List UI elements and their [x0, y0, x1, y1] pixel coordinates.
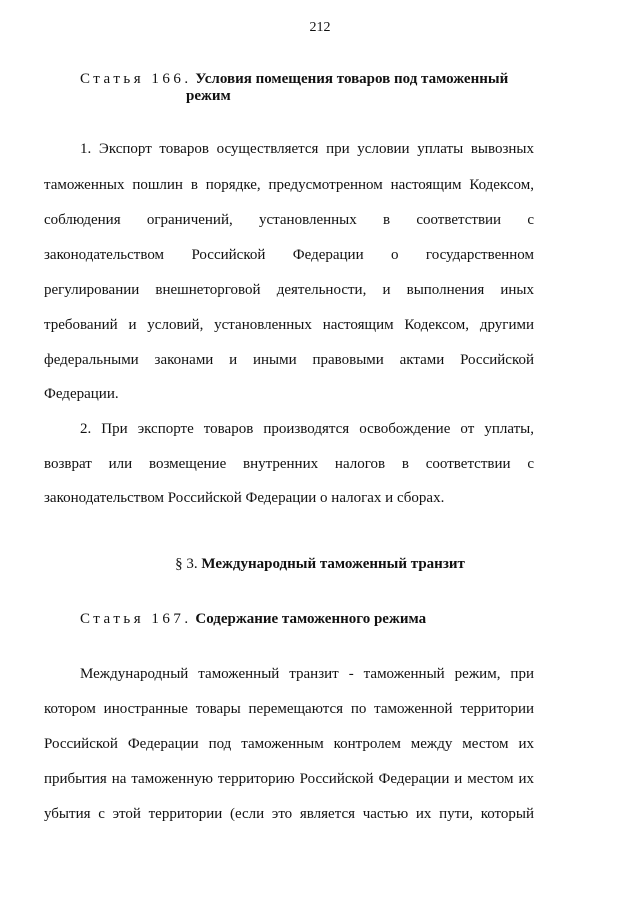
paragraph-line: 2. При экспорте товаров производятся освобождение от уплаты,	[80, 421, 534, 437]
paragraph-line: требований и условий, установленных настоящим Кодексом, другими	[44, 317, 534, 333]
paragraph-line: убытия с этой территории (если это является частью их пути, который	[44, 806, 534, 822]
paragraph-line: законодательством Российской Федерации о государственном	[44, 247, 534, 263]
section-3-number: § 3.	[175, 556, 198, 572]
article-166-title-continued: режим	[186, 88, 231, 104]
paragraph-line: федеральными законами и иными правовыми актами Российской	[44, 352, 534, 368]
paragraph-line: Федерации.	[44, 386, 119, 402]
paragraph-line: соблюдения ограничений, установленных в соответствии с	[44, 212, 534, 228]
page-number: 212	[309, 20, 331, 35]
article-166-heading	[80, 70, 508, 88]
section-3-heading	[0, 556, 640, 573]
paragraph-line: регулировании внешнеторговой деятельности, и выполнения иных	[44, 282, 534, 298]
article-167-label: Статья 167.	[80, 611, 192, 627]
paragraph-line: Российской Федерации под таможенным контролем между местом их	[44, 736, 534, 752]
paragraph-line: котором иностранные товары перемещаются по таможенной территории	[44, 701, 534, 717]
paragraph-line: возврат или возмещение внутренних налогов в соответствии с	[44, 456, 534, 472]
section-3-title: Международный таможенный транзит	[201, 556, 465, 572]
paragraph-line: таможенных пошлин в порядке, предусмотренном настоящим Кодексом,	[44, 177, 534, 193]
article-166-label: Статья 166.	[80, 71, 192, 87]
article-167-heading	[80, 610, 426, 628]
paragraph-line: 1. Экспорт товаров осуществляется при условии уплаты вывозных	[80, 141, 534, 157]
paragraph-line: Международный таможенный транзит - таможенный режим, при	[80, 666, 534, 682]
paragraph-line: прибытия на таможенную территорию Российской Федерации и местом их	[44, 771, 534, 787]
article-167-title: Содержание таможенного режима	[195, 611, 427, 627]
article-166-title: Условия помещения товаров под таможенный	[195, 71, 509, 87]
paragraph-line: законодательством Российской Федерации о налогах и сборах.	[44, 490, 445, 506]
